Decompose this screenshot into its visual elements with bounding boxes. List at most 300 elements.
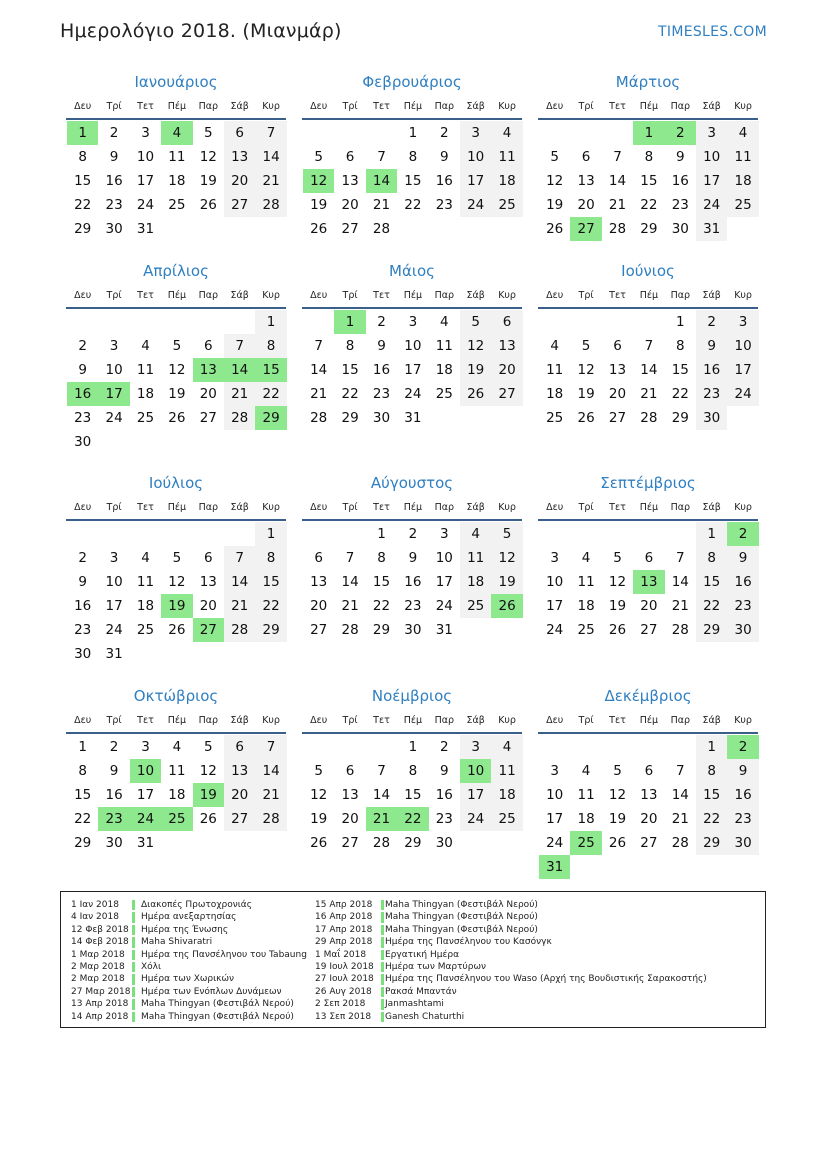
day-cell: 7	[314, 338, 323, 354]
legend-date: 14 Φεβ 2018	[71, 937, 129, 948]
weekday-header: Κυρ	[734, 715, 752, 726]
day-cell: 9	[109, 763, 119, 779]
day-cell: 30	[696, 406, 727, 430]
month-name: Φεβρουάριος	[362, 73, 462, 91]
weekday-header: Δευ	[74, 502, 92, 513]
weekday-header: Παρ	[434, 101, 454, 112]
holiday-day-cell: 27	[193, 618, 224, 642]
day-cell: 24	[460, 193, 491, 217]
day-cell: 10	[696, 145, 727, 169]
day-cell: 14	[608, 173, 627, 189]
day-cell: 27	[224, 807, 255, 831]
weekday-header: Τρί	[578, 101, 594, 112]
day-cell: 12	[608, 787, 627, 803]
day-cell: 19	[577, 386, 595, 402]
day-cell: 10	[105, 574, 123, 590]
day-cell: 26	[546, 221, 564, 237]
weekday-header: Σάβ	[230, 502, 249, 513]
legend-color-bar	[132, 950, 135, 960]
day-cell: 6	[203, 338, 213, 354]
weekday-header: Τρί	[106, 101, 122, 112]
day-cell: 22	[404, 197, 422, 213]
day-cell: 27	[491, 382, 522, 406]
day-cell: 12	[608, 574, 627, 590]
day-cell: 21	[671, 811, 689, 827]
day-cell: 8	[675, 338, 685, 354]
day-cell: 18	[168, 173, 186, 189]
day-cell: 11	[168, 763, 186, 779]
weekday-header: Πέμ	[403, 290, 423, 301]
weekday-header: Πέμ	[403, 502, 423, 513]
day-cell: 13	[341, 173, 359, 189]
weekday-header: Σάβ	[702, 502, 721, 513]
day-cell: 19	[608, 598, 627, 614]
weekday-header: Σάβ	[702, 290, 721, 301]
day-cell: 29	[341, 410, 359, 426]
month-name: Οκτώβριος	[133, 687, 219, 705]
legend-color-bar	[132, 900, 135, 910]
day-cell: 22	[372, 598, 391, 614]
day-cell: 25	[136, 622, 155, 638]
weekday-rule	[66, 307, 286, 309]
legend-color-bar	[132, 937, 135, 947]
legend-holiday-name: Ημέρα των Ενόπλων Δυνάμεων	[141, 986, 282, 997]
legend-date: 26 Αυγ 2018	[315, 986, 372, 997]
day-cell: 26	[608, 622, 627, 638]
day-cell: 4	[141, 338, 150, 354]
legend-holiday-name: Εργατική Ημέρα	[385, 949, 459, 960]
day-cell: 5	[581, 338, 591, 354]
day-cell: 7	[644, 338, 654, 354]
month-name: Σεπτέμβριος	[600, 474, 696, 492]
weekday-header: Πέμ	[167, 502, 187, 513]
day-cell: 10	[727, 334, 758, 358]
day-cell: 15	[74, 787, 92, 803]
day-cell: 19	[608, 811, 627, 827]
legend-color-bar	[381, 962, 384, 972]
weekday-header: Πέμ	[639, 101, 659, 112]
day-cell: 22	[255, 594, 286, 618]
day-cell: 30	[105, 835, 123, 851]
day-cell: 28	[224, 618, 255, 642]
day-cell: 13	[199, 574, 217, 590]
weekday-header: Δευ	[310, 715, 328, 726]
day-cell: 24	[105, 410, 123, 426]
day-cell: 10	[404, 338, 422, 354]
weekday-header: Παρ	[434, 715, 454, 726]
day-cell: 14	[255, 759, 286, 783]
day-cell: 23	[727, 594, 758, 618]
holiday-day-cell: 1	[334, 310, 365, 334]
day-cell: 7	[377, 149, 386, 165]
day-cell: 12	[491, 546, 522, 570]
day-cell: 28	[671, 835, 689, 851]
holiday-day-cell: 1	[633, 121, 664, 145]
day-cell: 7	[255, 121, 286, 145]
holiday-day-cell: 4	[161, 121, 192, 145]
month-name: Μάρτιος	[615, 73, 681, 91]
day-cell: 16	[74, 598, 92, 614]
weekday-header: Δευ	[546, 101, 564, 112]
day-cell: 11	[136, 574, 155, 590]
weekday-header: Δευ	[546, 290, 564, 301]
legend-color-bar	[381, 925, 384, 935]
day-cell: 3	[141, 739, 150, 755]
day-cell: 31	[404, 410, 422, 426]
day-cell: 29	[74, 221, 92, 237]
day-cell: 26	[460, 382, 491, 406]
day-cell: 11	[168, 149, 186, 165]
day-cell: 14	[310, 362, 328, 378]
holiday-day-cell: 2	[665, 121, 696, 145]
day-cell: 2	[408, 526, 418, 542]
legend-holiday-name: Ημέρα ανεξαρτησίας	[141, 912, 237, 923]
legend-color-bar	[381, 900, 384, 910]
day-cell: 14	[671, 787, 689, 803]
legend-color-bar	[381, 1012, 384, 1022]
day-cell: 6	[203, 550, 213, 566]
legend-color-bar	[381, 950, 384, 960]
day-cell: 7	[224, 546, 255, 570]
day-cell: 9	[408, 550, 418, 566]
legend-date: 27 Ιουλ 2018	[315, 974, 374, 985]
day-cell: 7	[345, 550, 355, 566]
day-cell: 23	[696, 382, 727, 406]
day-cell: 16	[105, 173, 123, 189]
day-cell: 9	[675, 149, 685, 165]
day-cell: 9	[727, 759, 758, 783]
weekday-header: Τρί	[578, 290, 594, 301]
weekday-header: Σάβ	[702, 715, 721, 726]
day-cell: 19	[168, 386, 186, 402]
day-cell: 21	[255, 783, 286, 807]
day-cell: 22	[640, 197, 658, 213]
day-cell: 17	[460, 783, 491, 807]
day-cell: 5	[314, 149, 323, 165]
day-cell: 12	[168, 574, 186, 590]
day-cell: 20	[224, 783, 255, 807]
day-cell: 28	[671, 622, 689, 638]
day-cell: 14	[372, 787, 391, 803]
weekday-rule	[538, 307, 758, 309]
day-cell: 1	[696, 522, 727, 546]
legend-date: 2 Σεπ 2018	[315, 999, 366, 1010]
day-cell: 14	[341, 574, 359, 590]
day-cell: 23	[727, 807, 758, 831]
day-cell: 27	[608, 410, 627, 426]
day-cell: 1	[377, 526, 386, 542]
day-cell: 27	[640, 622, 658, 638]
day-cell: 13	[341, 787, 359, 803]
day-cell: 23	[372, 386, 391, 402]
day-cell: 1	[675, 314, 685, 330]
day-cell: 4	[460, 522, 491, 546]
weekday-header: Παρ	[198, 290, 218, 301]
weekday-header: Τρί	[342, 502, 358, 513]
day-cell: 23	[404, 598, 422, 614]
weekday-header: Τετ	[373, 502, 390, 513]
day-cell: 10	[136, 149, 155, 165]
day-cell: 4	[491, 121, 522, 145]
day-cell: 28	[608, 221, 627, 237]
day-cell: 22	[255, 382, 286, 406]
day-cell: 27	[341, 221, 359, 237]
day-cell: 28	[372, 835, 391, 851]
legend-holiday-name: Χόλι	[141, 961, 162, 972]
legend-color-bar	[381, 999, 384, 1009]
day-cell: 18	[577, 598, 595, 614]
day-cell: 30	[671, 221, 689, 237]
day-cell: 28	[310, 410, 328, 426]
day-cell: 18	[491, 169, 522, 193]
holiday-day-cell: 24	[130, 807, 161, 831]
weekday-header: Δευ	[546, 715, 564, 726]
day-cell: 4	[141, 550, 150, 566]
day-cell: 10	[105, 362, 123, 378]
weekday-rule	[538, 118, 758, 120]
weekday-header: Τετ	[609, 502, 626, 513]
day-cell: 21	[640, 386, 658, 402]
legend-date: 14 Απρ 2018	[71, 1011, 129, 1022]
legend-date: 4 Ιαν 2018	[71, 912, 119, 923]
day-cell: 3	[550, 550, 559, 566]
day-cell: 13	[640, 787, 658, 803]
day-cell: 11	[460, 546, 491, 570]
weekday-header: Τετ	[373, 101, 390, 112]
weekday-header: Πέμ	[403, 101, 423, 112]
day-cell: 6	[345, 763, 355, 779]
day-cell: 27	[199, 410, 217, 426]
day-cell: 11	[546, 362, 564, 378]
day-cell: 24	[696, 193, 727, 217]
day-cell: 16	[696, 358, 727, 382]
holiday-day-cell: 27	[570, 217, 601, 241]
day-cell: 30	[74, 646, 92, 662]
weekday-header: Κυρ	[734, 502, 752, 513]
legend-holiday-name: Maha Thingyan (Φεστιβάλ Νερού)	[385, 924, 538, 935]
brand-link[interactable]: TIMESLES.COM	[658, 24, 767, 40]
holiday-day-cell: 13	[633, 570, 664, 594]
weekday-header: Τετ	[609, 290, 626, 301]
day-cell: 31	[435, 622, 453, 638]
legend-holiday-name: Ημέρα των Χωρικών	[141, 974, 235, 985]
legend-holiday-name: Ρακσά Μπαντάν	[385, 986, 457, 997]
weekday-header: Τετ	[609, 715, 626, 726]
day-cell: 17	[136, 173, 155, 189]
legend-date: 17 Απρ 2018	[315, 924, 373, 935]
legend-color-bar	[132, 925, 135, 935]
legend-holiday-name: Ημέρα της Πανσέληνου του Waso (Αρχή της Βουδιστικής Σαρακοστής)	[385, 974, 707, 985]
day-cell: 31	[696, 217, 727, 241]
day-cell: 23	[74, 410, 92, 426]
legend-date: 2 Μαρ 2018	[71, 974, 125, 985]
weekday-header: Δευ	[546, 502, 564, 513]
day-cell: 8	[696, 546, 727, 570]
weekday-header: Σάβ	[466, 101, 485, 112]
day-cell: 29	[255, 618, 286, 642]
legend-date: 1 Μαΐ 2018	[315, 949, 367, 960]
month-name: Νοέμβριος	[371, 687, 453, 705]
day-cell: 7	[255, 735, 286, 759]
day-cell: 9	[377, 338, 386, 354]
day-cell: 10	[460, 145, 491, 169]
weekday-header: Δευ	[74, 101, 92, 112]
day-cell: 2	[696, 310, 727, 334]
day-cell: 15	[696, 783, 727, 807]
legend-holiday-name: Ganesh Chaturthi	[385, 1011, 465, 1022]
holiday-day-cell: 25	[161, 807, 192, 831]
day-cell: 6	[314, 550, 323, 566]
day-cell: 1	[696, 735, 727, 759]
legend-holiday-name: Janmashtami	[385, 999, 444, 1010]
day-cell: 6	[345, 149, 355, 165]
day-cell: 26	[310, 835, 328, 851]
day-cell: 22	[696, 807, 727, 831]
day-cell: 17	[546, 598, 564, 614]
day-cell: 10	[546, 787, 564, 803]
weekday-header: Σάβ	[466, 290, 485, 301]
weekday-header: Τετ	[373, 715, 390, 726]
day-cell: 26	[168, 410, 186, 426]
legend-date: 16 Απρ 2018	[315, 912, 373, 923]
weekday-header: Παρ	[434, 502, 454, 513]
day-cell: 12	[168, 362, 186, 378]
day-cell: 30	[727, 618, 758, 642]
day-cell: 24	[435, 598, 453, 614]
day-cell: 25	[168, 197, 186, 213]
day-cell: 30	[435, 835, 453, 851]
day-cell: 29	[74, 835, 92, 851]
day-cell: 26	[199, 197, 217, 213]
day-cell: 2	[78, 338, 87, 354]
month-name: Ιανουάριος	[134, 73, 218, 91]
day-cell: 20	[341, 811, 359, 827]
weekday-header: Παρ	[198, 502, 218, 513]
day-cell: 10	[435, 550, 453, 566]
day-cell: 28	[341, 622, 359, 638]
day-cell: 20	[608, 386, 627, 402]
legend-color-bar	[381, 937, 384, 947]
holiday-day-cell: 19	[193, 783, 224, 807]
day-cell: 21	[608, 197, 627, 213]
weekday-header: Δευ	[310, 101, 328, 112]
legend-holiday-name: Ημέρα της Ένωσης	[141, 924, 229, 935]
weekday-header: Παρ	[670, 502, 690, 513]
day-cell: 4	[581, 763, 591, 779]
legend-holiday-name: Maha Shivaratri	[141, 937, 213, 948]
day-cell: 8	[644, 149, 654, 165]
day-cell: 27	[310, 622, 328, 638]
day-cell: 16	[727, 783, 758, 807]
holiday-day-cell: 12	[303, 169, 334, 193]
page-title: Ημερολόγιο 2018. (Μιανμάρ)	[60, 20, 342, 42]
day-cell: 21	[310, 386, 328, 402]
day-cell: 29	[640, 221, 658, 237]
legend-holiday-name: Ημέρα της Πανσέληνου του Tabaung	[141, 949, 307, 960]
day-cell: 12	[577, 362, 595, 378]
weekday-header: Κυρ	[734, 101, 752, 112]
day-cell: 6	[644, 763, 654, 779]
weekday-header: Τετ	[137, 502, 154, 513]
day-cell: 14	[224, 570, 255, 594]
holiday-day-cell: 23	[98, 807, 129, 831]
day-cell: 6	[491, 310, 522, 334]
day-cell: 18	[460, 570, 491, 594]
weekday-rule	[66, 732, 286, 734]
day-cell: 25	[491, 193, 522, 217]
weekday-header: Πέμ	[639, 715, 659, 726]
day-cell: 24	[460, 807, 491, 831]
day-cell: 1	[408, 125, 418, 141]
day-cell: 11	[577, 574, 595, 590]
day-cell: 22	[74, 811, 92, 827]
weekday-header: Σάβ	[702, 101, 721, 112]
day-cell: 5	[203, 125, 213, 141]
day-cell: 21	[224, 594, 255, 618]
weekday-header: Παρ	[198, 101, 218, 112]
day-cell: 15	[640, 173, 658, 189]
day-cell: 29	[404, 835, 422, 851]
day-cell: 3	[727, 310, 758, 334]
day-cell: 15	[404, 787, 422, 803]
weekday-header: Παρ	[670, 290, 690, 301]
day-cell: 20	[491, 358, 522, 382]
legend-date: 29 Απρ 2018	[315, 937, 373, 948]
day-cell: 28	[224, 406, 255, 430]
legend-color-bar	[381, 912, 384, 922]
weekday-header: Παρ	[198, 715, 218, 726]
day-cell: 6	[224, 121, 255, 145]
legend-date: 1 Μαρ 2018	[71, 949, 125, 960]
day-cell: 21	[224, 382, 255, 406]
day-cell: 18	[136, 598, 155, 614]
legend-holiday-name: Maha Thingyan (Φεστιβάλ Νερού)	[141, 1011, 294, 1022]
day-cell: 15	[341, 362, 359, 378]
day-cell: 28	[372, 221, 391, 237]
day-cell: 18	[727, 169, 758, 193]
day-cell: 4	[491, 735, 522, 759]
day-cell: 4	[439, 314, 449, 330]
day-cell: 3	[550, 763, 559, 779]
day-cell: 3	[460, 121, 491, 145]
holiday-day-cell: 10	[130, 759, 161, 783]
day-cell: 5	[314, 763, 323, 779]
legend-date: 13 Απρ 2018	[71, 999, 129, 1010]
legend-holiday-name: Maha Thingyan (Φεστιβάλ Νερού)	[385, 912, 538, 923]
day-cell: 14	[640, 362, 658, 378]
day-cell: 13	[577, 173, 595, 189]
day-cell: 15	[372, 574, 391, 590]
day-cell: 1	[78, 739, 87, 755]
day-cell: 22	[696, 594, 727, 618]
day-cell: 5	[491, 522, 522, 546]
weekday-header: Τρί	[106, 502, 122, 513]
weekday-header: Σάβ	[230, 715, 249, 726]
day-cell: 26	[168, 622, 186, 638]
legend-color-bar	[132, 987, 135, 997]
legend-date: 1 Ιαν 2018	[71, 900, 119, 910]
day-cell: 8	[377, 550, 386, 566]
weekday-header: Τετ	[137, 101, 154, 112]
day-cell: 23	[671, 197, 689, 213]
day-cell: 5	[613, 550, 622, 566]
day-cell: 18	[435, 362, 453, 378]
day-cell: 25	[435, 386, 453, 402]
holiday-legend	[60, 891, 766, 1028]
legend-color-bar	[132, 962, 135, 972]
day-cell: 17	[546, 811, 564, 827]
day-cell: 13	[608, 362, 627, 378]
